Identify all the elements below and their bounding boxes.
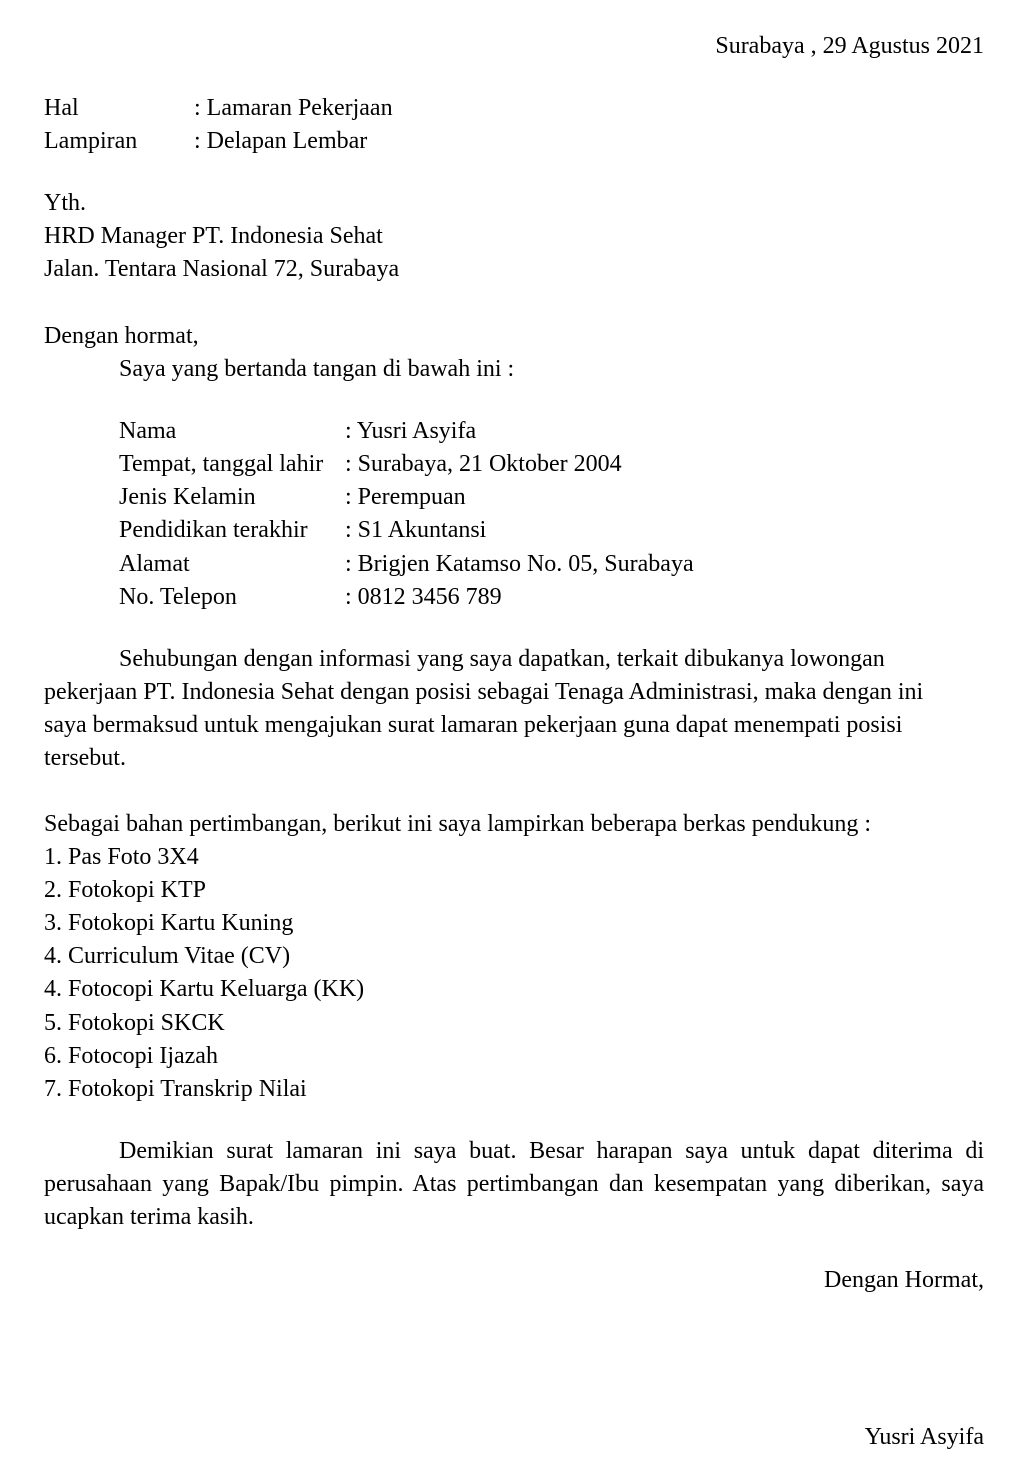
body-line: tersebut. bbox=[44, 745, 126, 771]
identity-row bbox=[119, 481, 466, 514]
identity-value: : S1 Akuntansi bbox=[345, 517, 487, 543]
attachment-item: 1. Pas Foto 3X4 bbox=[44, 844, 199, 870]
identity-value: : 0812 3456 789 bbox=[345, 584, 502, 610]
attachment-item: 3. Fotokopi Kartu Kuning bbox=[44, 910, 294, 936]
attachment-item: 4. Curriculum Vitae (CV) bbox=[44, 943, 291, 969]
identity-value: : Yusri Asyifa bbox=[345, 418, 477, 444]
identity-row bbox=[119, 548, 694, 581]
body-line: Sehubungan dengan informasi yang saya dapatkan, terkait dibukanya lowongan bbox=[119, 646, 885, 672]
identity-row bbox=[119, 514, 486, 547]
attachment-item: 7. Fotokopi Transkrip Nilai bbox=[44, 1076, 307, 1102]
identity-label: Pendidikan terakhir bbox=[119, 517, 308, 543]
signature-name: Yusri Asyifa bbox=[864, 1424, 984, 1450]
identity-row bbox=[119, 581, 502, 614]
identity-label: No. Telepon bbox=[119, 584, 237, 610]
meta-row-hal bbox=[44, 92, 393, 125]
identity-row bbox=[119, 448, 622, 481]
letter-date: Surabaya , 29 Agustus 2021 bbox=[715, 33, 984, 59]
identity-value: : Brigjen Katamso No. 05, Surabaya bbox=[345, 551, 694, 577]
identity-label: Jenis Kelamin bbox=[119, 484, 256, 510]
recipient-name: HRD Manager PT. Indonesia Sehat bbox=[44, 223, 383, 249]
recipient-greeting: Yth. bbox=[44, 190, 86, 216]
attachment-item: 2. Fotokopi KTP bbox=[44, 877, 207, 903]
identity-value: : Surabaya, 21 Oktober 2004 bbox=[345, 451, 622, 477]
attachment-item: 6. Fotocopi Ijazah bbox=[44, 1043, 218, 1069]
meta-value: : Lamaran Pekerjaan bbox=[194, 95, 393, 121]
closing-text: Demikian surat lamaran ini saya buat. Besar harapan saya untuk dapat diterima di perusahaan yang Bapak/Ibu pimpin. Atas pertimbangan dan kesempatan yang diberikan, saya ucapkan terima kasih. bbox=[44, 1138, 984, 1230]
identity-label: Tempat, tanggal lahir bbox=[119, 451, 324, 477]
attachments-intro: Sebagai bahan pertimbangan, berikut ini saya lampirkan beberapa berkas pendukung : bbox=[44, 811, 872, 837]
body-line: saya bermaksud untuk mengajukan surat lamaran pekerjaan guna dapat menempati posisi bbox=[44, 712, 903, 738]
intro-line: Saya yang bertanda tangan di bawah ini : bbox=[119, 356, 515, 382]
identity-row bbox=[119, 415, 476, 448]
opening-salutation: Dengan hormat, bbox=[44, 323, 199, 349]
recipient-address: Jalan. Tentara Nasional 72, Surabaya bbox=[44, 256, 400, 282]
identity-label: Nama bbox=[119, 418, 177, 444]
closing-paragraph bbox=[44, 1135, 984, 1234]
meta-row-lampiran bbox=[44, 125, 367, 158]
meta-label: Hal bbox=[44, 95, 79, 121]
identity-label: Alamat bbox=[119, 551, 190, 577]
body-line: pekerjaan PT. Indonesia Sehat dengan posisi sebagai Tenaga Administrasi, maka dengan ini bbox=[44, 679, 924, 705]
sign-off: Dengan Hormat, bbox=[824, 1267, 984, 1293]
attachment-item: 5. Fotokopi SKCK bbox=[44, 1010, 225, 1036]
meta-value: : Delapan Lembar bbox=[194, 128, 368, 154]
attachment-item: 4. Fotocopi Kartu Keluarga (KK) bbox=[44, 976, 365, 1002]
meta-label: Lampiran bbox=[44, 128, 138, 154]
identity-value: : Perempuan bbox=[345, 484, 466, 510]
